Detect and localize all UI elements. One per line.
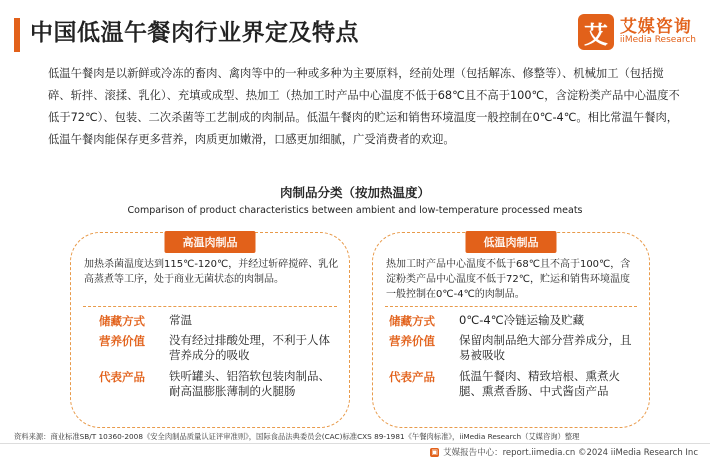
storage-value: 常温 (169, 313, 192, 327)
card-divider (385, 306, 637, 307)
storage-label: 储藏方式 (389, 314, 435, 328)
products-value: 铁听罐头、铝箔软包装肉制品、耐高温膨胀薄制的火腿肠 (169, 369, 330, 398)
high-temp-products-row (71, 369, 349, 399)
storage-label: 储藏方式 (99, 314, 145, 328)
high-temp-nutrition-row (71, 333, 349, 363)
nutrition-value: 没有经过排酸处理，不利于人体营养成分的吸收 (169, 333, 330, 362)
low-temp-nutrition-row (373, 333, 649, 363)
products-label: 代表产品 (389, 370, 435, 384)
card-divider (83, 306, 337, 307)
logo-name-en: iiMedia Research (619, 35, 696, 46)
high-temp-card (70, 232, 350, 428)
low-temp-products-row (373, 369, 649, 399)
logo-name-cn: 艾媒咨询 (619, 16, 692, 37)
high-temp-storage-row (71, 313, 349, 329)
section-title-cn: 肉制品分类（按加热温度） (279, 185, 430, 200)
products-value: 低温午餐肉、精致培根、熏煮火腿、熏煮香肠、中式酱卤产品 (459, 369, 620, 398)
nutrition-label: 营养价值 (99, 334, 145, 348)
low-temp-storage-row (373, 313, 649, 329)
high-temp-description: 加热杀菌温度达到115℃-120℃，并经过斩碎搅碎、乳化高蒸煮等工序，处于商业无菌状态的肉制品。 (84, 259, 339, 285)
nutrition-value: 保留肉制品绝大部分营养成分，且易被吸收 (459, 333, 632, 362)
source-note: 资料来源：商业标准SB/T 10360-2008《安全肉制品质量认证评审准则》，国际食品法典委员会(CAC)标准CXS 89-1981《午餐肉标准》，iiMedia Research（艾媒咨询）整理 (14, 432, 580, 441)
nutrition-label: 营养价值 (389, 334, 435, 348)
intro-paragraph: 低温午餐肉是以新鲜或冷冻的畜肉、禽肉等中的一种或多种为主要原料，经前处理（包括解冻、修整等）、机械加工（包括搅碎、斩拌、滚揉、乳化）、充填或成型、热加工（热加工时产品中心温度不低于68℃且不高于100℃，含淀粉类产品中心温度不低于72℃）、包装、二次杀菌等工艺制成的肉制品。低温午餐肉的贮运和销售环境温度一般控制在0℃-4℃。相比常温午餐肉，低温午餐肉能保存更多营养，肉质更加嫩滑，口感更加细腻，广受消费者的欢迎。 (48, 67, 680, 146)
brand-logo (578, 14, 696, 50)
products-label: 代表产品 (99, 370, 145, 384)
low-temp-description: 热加工时产品中心温度不低于68℃且不高于100℃，含淀粉类产品中心温度不低于72℃，贮运和销售环境温度一般控制在0℃-4℃的肉制品。 (386, 259, 631, 300)
logo-mark-icon: 艾 (578, 14, 614, 50)
footer-divider (0, 443, 710, 444)
footer (430, 446, 698, 458)
footer-text: 艾媒报告中心：report.iimedia.cn ©2024 iiMedia Research Inc (443, 448, 698, 458)
section-title-en: Comparison of product characteristics between ambient and low-temperature processed meats (127, 205, 583, 216)
logo-text (620, 18, 696, 47)
high-temp-card-title: 高温肉制品 (165, 231, 256, 253)
page-title: 中国低温午餐肉行业界定及特点 (30, 20, 359, 46)
low-temp-card (372, 232, 650, 428)
low-temp-card-title: 低温肉制品 (466, 231, 557, 253)
report-center-icon: ▣ (431, 448, 438, 456)
title-accent-bar (14, 18, 20, 52)
storage-value: 0℃-4℃冷链运输及贮藏 (459, 313, 585, 327)
